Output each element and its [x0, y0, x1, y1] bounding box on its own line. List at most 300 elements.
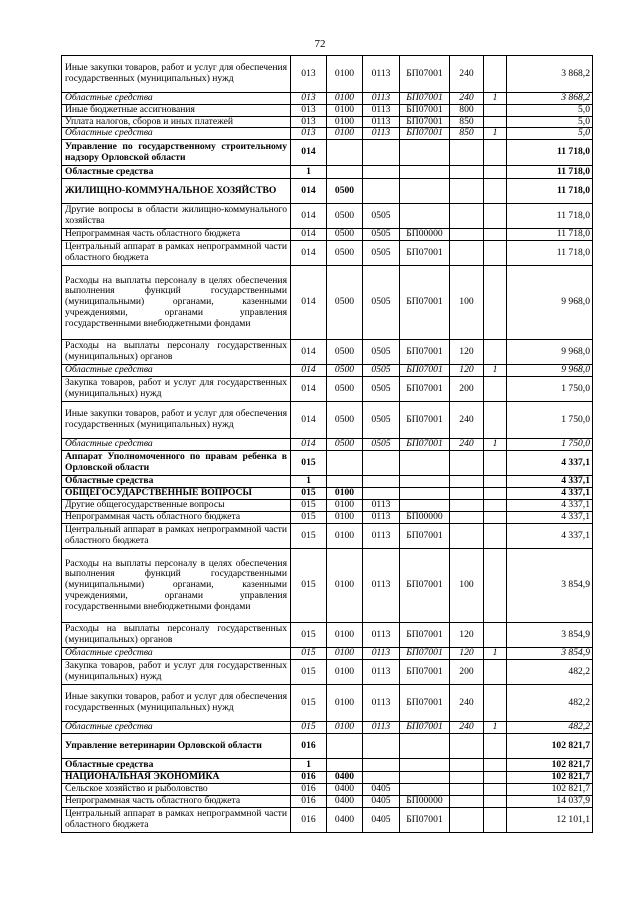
subsection-code-cell: 0505	[363, 241, 400, 266]
expense-type-cell	[450, 796, 484, 808]
table-row	[62, 140, 593, 166]
amount-cell: 3 868,2	[507, 56, 593, 93]
ministry-code-cell: 013	[291, 104, 327, 116]
expense-type-cell: 240	[450, 439, 484, 451]
item-name-cell: Непрограммная часть областного бюджета	[62, 796, 291, 808]
target-article-cell	[400, 488, 450, 500]
item-name-cell: Областные средства	[62, 93, 291, 105]
subsection-code-cell: 0405	[363, 784, 400, 796]
funding-source-cell: 1	[484, 128, 507, 140]
item-name-cell: Уплата налогов, сборов и иных платежей	[62, 116, 291, 128]
section-code-cell: 0100	[327, 116, 363, 128]
table-row	[62, 266, 593, 340]
expense-type-cell	[450, 179, 484, 204]
ministry-code-cell: 015	[291, 648, 327, 660]
amount-cell: 102 821,7	[507, 784, 593, 796]
expense-type-cell: 200	[450, 377, 484, 402]
ministry-code-cell: 015	[291, 524, 327, 549]
section-code-cell: 0500	[327, 241, 363, 266]
amount-cell: 3 868,2	[507, 93, 593, 105]
target-article-cell	[400, 772, 450, 784]
target-article-cell: БП00000	[400, 512, 450, 524]
section-code-cell: 0500	[327, 340, 363, 365]
amount-cell: 9 968,0	[507, 365, 593, 377]
ministry-code-cell: 014	[291, 439, 327, 451]
subsection-code-cell: 0505	[363, 402, 400, 439]
subsection-code-cell	[363, 179, 400, 204]
subsection-code-cell	[363, 734, 400, 759]
amount-cell: 11 718,0	[507, 166, 593, 179]
table-row	[62, 500, 593, 512]
page-number: 72	[314, 38, 326, 50]
expense-type-cell	[450, 772, 484, 784]
subsection-code-cell	[363, 140, 400, 166]
funding-source-cell	[484, 512, 507, 524]
ministry-code-cell: 014	[291, 241, 327, 266]
subsection-code-cell: 0113	[363, 512, 400, 524]
item-name-cell: Закупка товаров, работ и услуг для государственных (муниципальных) нужд	[62, 660, 291, 685]
subsection-code-cell: 0113	[363, 648, 400, 660]
section-code-cell: 0500	[327, 229, 363, 241]
subsection-code-cell	[363, 451, 400, 476]
table-row	[62, 808, 593, 833]
amount-cell: 4 337,1	[507, 512, 593, 524]
target-article-cell: БП07001	[400, 104, 450, 116]
ministry-code-cell: 015	[291, 685, 327, 722]
funding-source-cell	[484, 241, 507, 266]
amount-cell: 11 718,0	[507, 179, 593, 204]
section-code-cell: 0500	[327, 439, 363, 451]
expense-type-cell: 120	[450, 648, 484, 660]
expense-type-cell	[450, 451, 484, 476]
funding-source-cell: 1	[484, 439, 507, 451]
subsection-code-cell: 0113	[363, 56, 400, 93]
expense-type-cell: 120	[450, 623, 484, 648]
funding-source-cell	[484, 56, 507, 93]
expense-type-cell: 120	[450, 340, 484, 365]
ministry-code-cell: 013	[291, 56, 327, 93]
table-row	[62, 128, 593, 140]
subsection-code-cell: 0405	[363, 796, 400, 808]
section-code-cell: 0100	[327, 685, 363, 722]
section-code-cell: 0100	[327, 623, 363, 648]
subsection-code-cell: 0113	[363, 104, 400, 116]
section-code-cell: 0500	[327, 365, 363, 377]
budget-table	[61, 55, 593, 833]
ministry-code-cell: 1	[291, 759, 327, 772]
target-article-cell	[400, 476, 450, 488]
expense-type-cell	[450, 808, 484, 833]
subsection-code-cell: 0505	[363, 439, 400, 451]
amount-cell: 4 337,1	[507, 451, 593, 476]
subsection-code-cell	[363, 772, 400, 784]
item-name-cell: Непрограммная часть областного бюджета	[62, 229, 291, 241]
item-name-cell: Областные средства	[62, 128, 291, 140]
item-name-cell: Другие общегосударственные вопросы	[62, 500, 291, 512]
ministry-code-cell: 016	[291, 796, 327, 808]
expense-type-cell: 200	[450, 660, 484, 685]
target-article-cell: БП07001	[400, 648, 450, 660]
amount-cell: 3 854,9	[507, 648, 593, 660]
amount-cell: 14 037,9	[507, 796, 593, 808]
funding-source-cell	[484, 476, 507, 488]
funding-source-cell	[484, 229, 507, 241]
funding-source-cell	[484, 784, 507, 796]
target-article-cell: БП07001	[400, 365, 450, 377]
item-name-cell: Непрограммная часть областного бюджета	[62, 512, 291, 524]
subsection-code-cell: 0405	[363, 808, 400, 833]
section-code-cell	[327, 759, 363, 772]
funding-source-cell	[484, 377, 507, 402]
table-row	[62, 476, 593, 488]
expense-type-cell	[450, 166, 484, 179]
table-row	[62, 93, 593, 105]
target-article-cell	[400, 734, 450, 759]
expense-type-cell	[450, 140, 484, 166]
target-article-cell: БП07001	[400, 377, 450, 402]
item-name-cell: Иные бюджетные ассигнования	[62, 104, 291, 116]
item-name-cell: Расходы на выплаты персоналу государственных (муниципальных) органов	[62, 340, 291, 365]
expense-type-cell: 240	[450, 56, 484, 93]
amount-cell: 12 101,1	[507, 808, 593, 833]
table-row	[62, 685, 593, 722]
section-code-cell: 0500	[327, 402, 363, 439]
item-name-cell: Иные закупки товаров, работ и услуг для обеспечения государственных (муниципальных) нужд	[62, 685, 291, 722]
item-name-cell: ОБЩЕГОСУДАРСТВЕННЫЕ ВОПРОСЫ	[62, 488, 291, 500]
expense-type-cell	[450, 241, 484, 266]
funding-source-cell	[484, 266, 507, 340]
funding-source-cell	[484, 759, 507, 772]
amount-cell: 4 337,1	[507, 476, 593, 488]
table-row	[62, 116, 593, 128]
funding-source-cell	[484, 796, 507, 808]
section-code-cell: 0100	[327, 549, 363, 623]
ministry-code-cell: 014	[291, 140, 327, 166]
section-code-cell	[327, 451, 363, 476]
expense-type-cell	[450, 784, 484, 796]
item-name-cell: НАЦИОНАЛЬНАЯ ЭКОНОМИКА	[62, 772, 291, 784]
target-article-cell: БП07001	[400, 623, 450, 648]
table-row	[62, 402, 593, 439]
table-row	[62, 241, 593, 266]
item-name-cell: Центральный аппарат в рамках непрограммной части областного бюджета	[62, 241, 291, 266]
target-article-cell: БП00000	[400, 229, 450, 241]
target-article-cell: БП07001	[400, 660, 450, 685]
funding-source-cell	[484, 116, 507, 128]
item-name-cell: Сельское хозяйство и рыболовство	[62, 784, 291, 796]
item-name-cell: Областные средства	[62, 759, 291, 772]
amount-cell: 5,0	[507, 128, 593, 140]
expense-type-cell: 100	[450, 266, 484, 340]
ministry-code-cell: 014	[291, 204, 327, 229]
amount-cell: 482,2	[507, 685, 593, 722]
table-row	[62, 340, 593, 365]
ministry-code-cell: 013	[291, 128, 327, 140]
ministry-code-cell: 016	[291, 734, 327, 759]
ministry-code-cell: 014	[291, 229, 327, 241]
subsection-code-cell: 0113	[363, 524, 400, 549]
table-row	[62, 229, 593, 241]
subsection-code-cell: 0113	[363, 685, 400, 722]
funding-source-cell	[484, 660, 507, 685]
expense-type-cell: 850	[450, 116, 484, 128]
item-name-cell: Расходы на выплаты персоналу в целях обеспечения выполнения функций государственными (муниципальными) органами, казенными учреждениями, органами управления государственными внебюджетными фондами	[62, 266, 291, 340]
item-name-cell: Иные закупки товаров, работ и услуг для обеспечения государственных (муниципальных) нужд	[62, 56, 291, 93]
section-code-cell: 0500	[327, 266, 363, 340]
amount-cell: 5,0	[507, 104, 593, 116]
section-code-cell: 0500	[327, 179, 363, 204]
section-code-cell: 0100	[327, 648, 363, 660]
funding-source-cell	[484, 166, 507, 179]
item-name-cell: Центральный аппарат в рамках непрограммной части областного бюджета	[62, 808, 291, 833]
subsection-code-cell: 0113	[363, 116, 400, 128]
table-row	[62, 734, 593, 759]
expense-type-cell: 240	[450, 722, 484, 734]
target-article-cell	[400, 500, 450, 512]
amount-cell: 102 821,7	[507, 734, 593, 759]
table-row	[62, 451, 593, 476]
subsection-code-cell	[363, 759, 400, 772]
table-row	[62, 365, 593, 377]
item-name-cell: ЖИЛИЩНО-КОММУНАЛЬНОЕ ХОЗЯЙСТВО	[62, 179, 291, 204]
target-article-cell: БП07001	[400, 266, 450, 340]
ministry-code-cell: 014	[291, 402, 327, 439]
ministry-code-cell: 015	[291, 623, 327, 648]
amount-cell: 4 337,1	[507, 488, 593, 500]
amount-cell: 102 821,7	[507, 759, 593, 772]
expense-type-cell	[450, 204, 484, 229]
table-row	[62, 104, 593, 116]
subsection-code-cell: 0113	[363, 549, 400, 623]
ministry-code-cell: 015	[291, 722, 327, 734]
funding-source-cell: 1	[484, 93, 507, 105]
target-article-cell	[400, 166, 450, 179]
funding-source-cell	[484, 623, 507, 648]
section-code-cell	[327, 140, 363, 166]
expense-type-cell: 100	[450, 549, 484, 623]
section-code-cell: 0100	[327, 488, 363, 500]
section-code-cell: 0100	[327, 128, 363, 140]
amount-cell: 1 750,0	[507, 439, 593, 451]
ministry-code-cell: 014	[291, 179, 327, 204]
subsection-code-cell	[363, 488, 400, 500]
ministry-code-cell: 015	[291, 549, 327, 623]
ministry-code-cell: 015	[291, 500, 327, 512]
expense-type-cell	[450, 476, 484, 488]
item-name-cell: Областные средства	[62, 648, 291, 660]
expense-type-cell	[450, 229, 484, 241]
subsection-code-cell: 0505	[363, 365, 400, 377]
item-name-cell: Иные закупки товаров, работ и услуг для обеспечения государственных (муниципальных) нужд	[62, 402, 291, 439]
subsection-code-cell: 0113	[363, 500, 400, 512]
ministry-code-cell: 016	[291, 772, 327, 784]
section-code-cell: 0400	[327, 784, 363, 796]
subsection-code-cell: 0113	[363, 128, 400, 140]
target-article-cell: БП07001	[400, 93, 450, 105]
section-code-cell	[327, 476, 363, 488]
table-row	[62, 623, 593, 648]
table-row	[62, 648, 593, 660]
item-name-cell: Областные средства	[62, 476, 291, 488]
expense-type-cell	[450, 734, 484, 759]
table-row	[62, 439, 593, 451]
funding-source-cell	[484, 524, 507, 549]
funding-source-cell	[484, 549, 507, 623]
table-row	[62, 512, 593, 524]
amount-cell: 11 718,0	[507, 204, 593, 229]
funding-source-cell	[484, 402, 507, 439]
subsection-code-cell	[363, 166, 400, 179]
subsection-code-cell	[363, 476, 400, 488]
funding-source-cell	[484, 451, 507, 476]
target-article-cell: БП07001	[400, 439, 450, 451]
ministry-code-cell: 015	[291, 451, 327, 476]
table-row	[62, 488, 593, 500]
amount-cell: 5,0	[507, 116, 593, 128]
section-code-cell	[327, 166, 363, 179]
expense-type-cell	[450, 759, 484, 772]
budget-table-body	[62, 56, 593, 833]
section-code-cell: 0400	[327, 796, 363, 808]
item-name-cell: Управление ветеринарии Орловской области	[62, 734, 291, 759]
section-code-cell: 0100	[327, 524, 363, 549]
amount-cell: 9 968,0	[507, 266, 593, 340]
target-article-cell: БП07001	[400, 685, 450, 722]
ministry-code-cell: 014	[291, 340, 327, 365]
target-article-cell	[400, 179, 450, 204]
subsection-code-cell: 0505	[363, 340, 400, 365]
amount-cell: 9 968,0	[507, 340, 593, 365]
amount-cell: 1 750,0	[507, 377, 593, 402]
item-name-cell: Расходы на выплаты персоналу государственных (муниципальных) органов	[62, 623, 291, 648]
item-name-cell: Закупка товаров, работ и услуг для государственных (муниципальных) нужд	[62, 377, 291, 402]
amount-cell: 482,2	[507, 722, 593, 734]
expense-type-cell	[450, 500, 484, 512]
expense-type-cell	[450, 488, 484, 500]
funding-source-cell	[484, 179, 507, 204]
section-code-cell: 0100	[327, 93, 363, 105]
section-code-cell: 0100	[327, 56, 363, 93]
amount-cell: 4 337,1	[507, 500, 593, 512]
funding-source-cell: 1	[484, 722, 507, 734]
target-article-cell: БП00000	[400, 796, 450, 808]
subsection-code-cell: 0505	[363, 229, 400, 241]
ministry-code-cell: 015	[291, 512, 327, 524]
funding-source-cell	[484, 488, 507, 500]
ministry-code-cell: 013	[291, 93, 327, 105]
item-name-cell: Управление по государственному строительному надзору Орловской области	[62, 140, 291, 166]
subsection-code-cell: 0113	[363, 93, 400, 105]
ministry-code-cell: 014	[291, 365, 327, 377]
table-row	[62, 796, 593, 808]
target-article-cell: БП07001	[400, 241, 450, 266]
item-name-cell: Центральный аппарат в рамках непрограммной части областного бюджета	[62, 524, 291, 549]
table-row	[62, 784, 593, 796]
ministry-code-cell: 1	[291, 166, 327, 179]
expense-type-cell: 240	[450, 685, 484, 722]
ministry-code-cell: 015	[291, 488, 327, 500]
funding-source-cell	[484, 204, 507, 229]
table-row	[62, 759, 593, 772]
item-name-cell: Областные средства	[62, 365, 291, 377]
target-article-cell	[400, 451, 450, 476]
amount-cell: 11 718,0	[507, 140, 593, 166]
section-code-cell: 0100	[327, 512, 363, 524]
target-article-cell: БП07001	[400, 116, 450, 128]
amount-cell: 482,2	[507, 660, 593, 685]
amount-cell: 11 718,0	[507, 229, 593, 241]
funding-source-cell	[484, 685, 507, 722]
subsection-code-cell: 0113	[363, 660, 400, 685]
subsection-code-cell: 0505	[363, 266, 400, 340]
target-article-cell: БП07001	[400, 56, 450, 93]
table-row	[62, 660, 593, 685]
table-row	[62, 524, 593, 549]
target-article-cell	[400, 204, 450, 229]
subsection-code-cell: 0505	[363, 204, 400, 229]
ministry-code-cell: 016	[291, 808, 327, 833]
item-name-cell: Областные средства	[62, 166, 291, 179]
funding-source-cell	[484, 140, 507, 166]
ministry-code-cell: 013	[291, 116, 327, 128]
ministry-code-cell: 015	[291, 660, 327, 685]
expense-type-cell	[450, 512, 484, 524]
table-row	[62, 166, 593, 179]
ministry-code-cell: 016	[291, 784, 327, 796]
ministry-code-cell: 1	[291, 476, 327, 488]
funding-source-cell	[484, 340, 507, 365]
amount-cell: 3 854,9	[507, 623, 593, 648]
section-code-cell	[327, 734, 363, 759]
table-row	[62, 722, 593, 734]
funding-source-cell	[484, 104, 507, 116]
table-row	[62, 56, 593, 93]
target-article-cell: БП07001	[400, 524, 450, 549]
target-article-cell: БП07001	[400, 722, 450, 734]
item-name-cell: Расходы на выплаты персоналу в целях обеспечения выполнения функций государственными (муниципальными) органами, казенными учреждениями, органами управления государственными внебюджетными фондами	[62, 549, 291, 623]
amount-cell: 11 718,0	[507, 241, 593, 266]
target-article-cell	[400, 140, 450, 166]
expense-type-cell: 240	[450, 402, 484, 439]
item-name-cell: Другие вопросы в области жилищно-коммунального хозяйства	[62, 204, 291, 229]
target-article-cell: БП07001	[400, 402, 450, 439]
item-name-cell: Областные средства	[62, 722, 291, 734]
target-article-cell: БП07001	[400, 340, 450, 365]
subsection-code-cell: 0113	[363, 722, 400, 734]
expense-type-cell: 850	[450, 128, 484, 140]
section-code-cell: 0400	[327, 808, 363, 833]
section-code-cell: 0100	[327, 500, 363, 512]
amount-cell: 102 821,7	[507, 772, 593, 784]
ministry-code-cell: 014	[291, 377, 327, 402]
amount-cell: 1 750,0	[507, 402, 593, 439]
expense-type-cell: 120	[450, 365, 484, 377]
target-article-cell	[400, 759, 450, 772]
section-code-cell: 0100	[327, 722, 363, 734]
item-name-cell: Аппарат Уполномоченного по правам ребенка в Орловской области	[62, 451, 291, 476]
table-row	[62, 549, 593, 623]
section-code-cell: 0500	[327, 377, 363, 402]
funding-source-cell: 1	[484, 365, 507, 377]
expense-type-cell: 240	[450, 93, 484, 105]
funding-source-cell	[484, 500, 507, 512]
section-code-cell: 0400	[327, 772, 363, 784]
target-article-cell: БП07001	[400, 128, 450, 140]
amount-cell: 4 337,1	[507, 524, 593, 549]
funding-source-cell: 1	[484, 648, 507, 660]
expense-type-cell	[450, 524, 484, 549]
section-code-cell: 0100	[327, 660, 363, 685]
